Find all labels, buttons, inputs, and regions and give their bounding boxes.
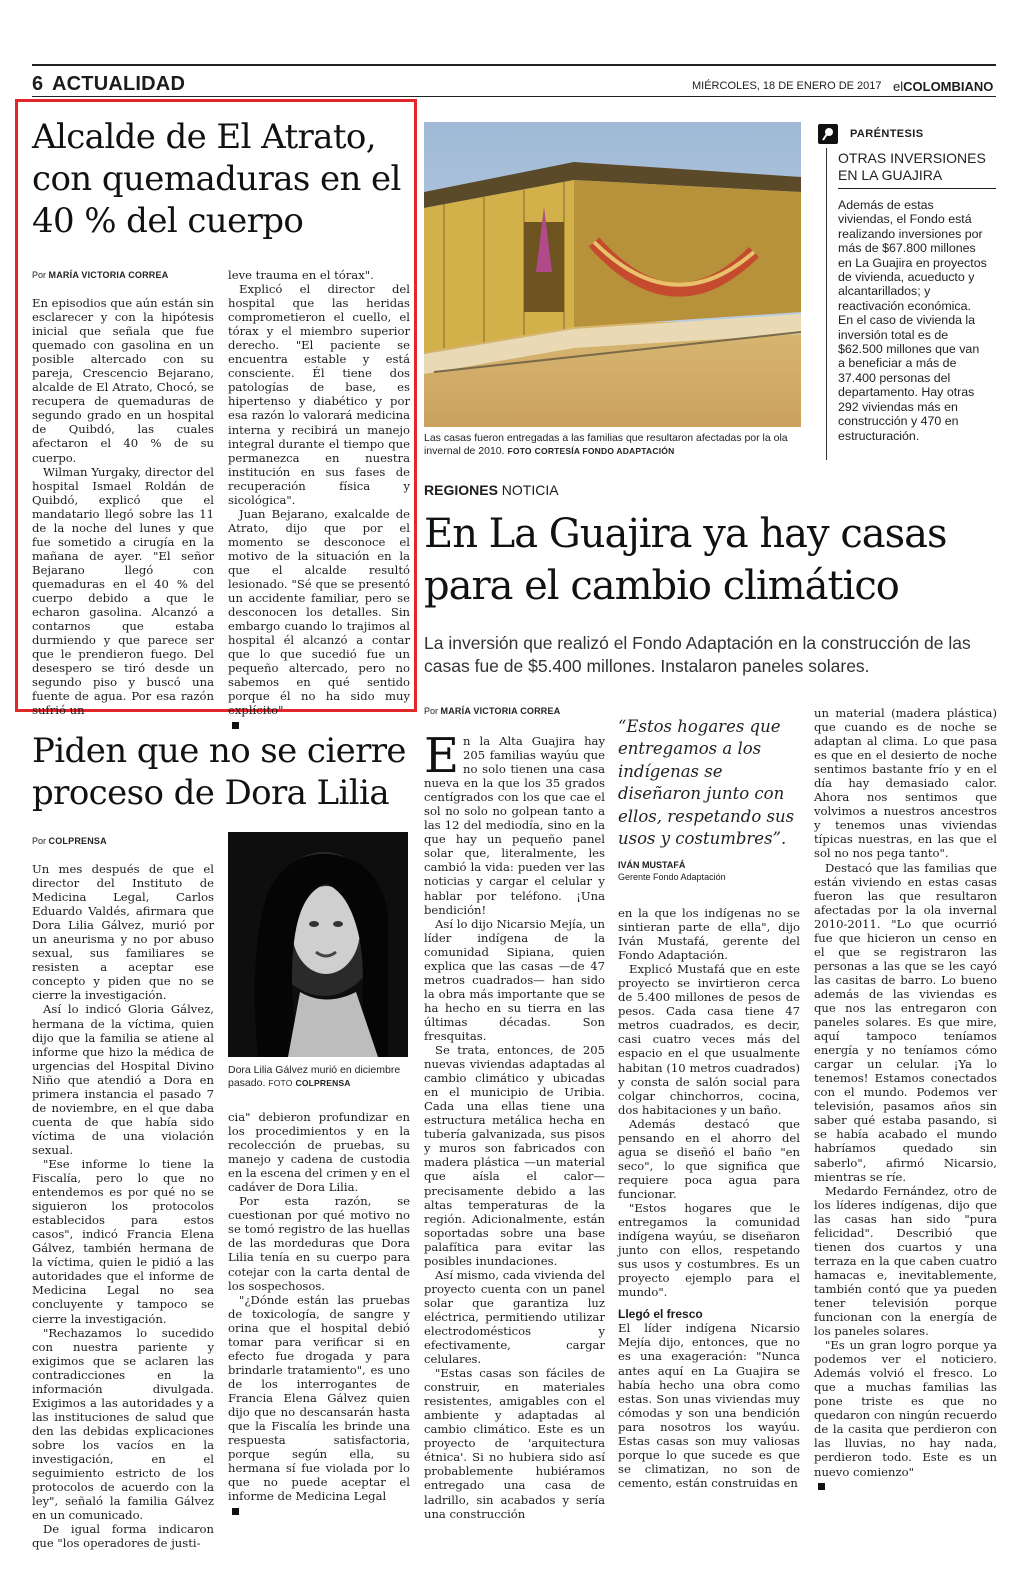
- byline-author: MARÍA VICTORIA CORREA: [440, 706, 561, 716]
- guajira-column-2: [618, 906, 800, 1490]
- dora-byline: [32, 836, 107, 846]
- byline-author: COLPRENSA: [48, 836, 107, 846]
- paragraph: leve trauma en el tórax".: [228, 268, 374, 282]
- paragraph: "Rechazamos lo sucedido con nuestra pariente y exigimos que se aclaren las contradicciones en la información divulgada. Exigimos a las autoridades y a las instituciones de salud que den las debidas explicaciones sobre los vacíos en la investigación, en el seguimiento estricto de los protocolos de acuerdo con la ley", señaló la familia Gálvez en un comunicado.: [32, 1325, 214, 1523]
- alcalde-byline: [32, 270, 168, 280]
- paragraph: "Estas casas son fáciles de construir, en materiales resistentes, amigables con el ambiente y adaptadas al cambio climático. Este es un proyecto de 'arquitectura étnica'. Si no hubiera sido así probablemente hubiéramos entregado una casa de ladrillo, sin acabados y sería una construcción: [424, 1366, 605, 1521]
- paragraph: "Estos hogares que le entregamos la comunidad indígena wayúu, se diseñaron junto con ellos, respetando sus usos y costumbres. Es un proyecto ejemplo para el mundo".: [618, 1200, 800, 1300]
- alcalde-column-1: [32, 296, 214, 717]
- casas-photo-caption: [424, 432, 801, 458]
- dora-column-1: [32, 862, 214, 1550]
- guajira-column-1: [424, 728, 605, 1521]
- byline-prefix: Por: [32, 270, 47, 280]
- paragraph: Además destacó que pensando en el ahorro del agua se diseñó el baño "en seco", lo que significa que requiere poca agua para funcionar.: [618, 1116, 800, 1201]
- newspaper-name-prefix: el: [893, 79, 904, 94]
- kicker-type: NOTICIA: [501, 482, 559, 498]
- paragraph: Explicó el director del hospital que las heridas comprometieron el cuello, el tórax y el miembro superior derecho. "El paciente se encuentra estable y está consciente. Él tiene dos patologías de base, es hipertenso y diabético y por esa razón lo valorará medicina interna y recibirá un manejo integral durante el tiempo que permanezca en nuestra institución en sus fases de recuperación física y sicológica".: [228, 282, 410, 507]
- paragraph: un material (madera plástica) que cuando es de noche se adaptan al clima. Lo que pasa es que en el desierto de noche sentimos bastante frío y en el día hay demasiado calor. Ahora nos sentimos que volvimos a nuestros ancestros y tenemos unas viviendas típicas nuestras, en las que el sol no nos pega tanto".: [814, 706, 997, 861]
- paragraph: "Es un gran logro porque ya podemos ver el noticiero. Además volvió el fresco. Lo que a muchas familias las pone triste es que no quedaron con ningún recuerdo de la casita que perdieron con las lluvias, no hay nada, perdieron todo. Este es un nuevo comienzo": [814, 1338, 997, 1479]
- alcalde-headline: Alcalde de El Atrato, con quemaduras en el 40 % del cuerpo: [32, 117, 401, 241]
- newspaper-name-main: COLOMBIANO: [903, 79, 994, 94]
- paragraph: Así lo dijo Nicarsio Mejía, un líder indígena de la comunidad Sipiana, quien explica que las casas —de 47 metros cuadrados— han sido la obra más importante que se ha hecho en su tierra en las últimas décadas. Son fresquitas.: [424, 916, 605, 1043]
- casas-photo: [424, 122, 801, 427]
- paragraph: cia" debieron profundizar en los procedimientos y en la recolección de pruebas, su manejo y cadena de custodia en la escena del crimen y en el cadáver de Dora Lilia.: [228, 1110, 410, 1195]
- pullquote: [618, 716, 800, 882]
- caption-text: Las casas fueron entregadas a las familias que resultaron afectadas por la ola invernal de 2010.: [424, 432, 788, 457]
- parentesis-title: OTRAS INVERSIONES EN LA GUAJIRA: [838, 150, 986, 183]
- alcalde-column-2: [228, 268, 410, 732]
- guajira-column-3: [814, 706, 997, 1493]
- caption-credit-label: FOTO: [507, 446, 532, 456]
- page-number: 6: [32, 73, 44, 95]
- paragraph: Wilman Yurgaky, director del hospital Ismael Roldán de Quibdó, explicó que el mandatario llegó sobre las 11 de la noche del lunes y que fue sometido a cirugía en la mañana de ayer. "El señor Bejarano llegó con quemaduras en el 40 % del cuerpo debido a que le echaron gasolina. Alcanzó a contarnos que estaba durmiendo y que parece ser que le prendieron fuego. Del desespero se tiró desde un segundo piso y buscó una fuente de agua. Por esa razón sufrió un: [32, 464, 214, 718]
- caption-text: Dora Lilia Gálvez murió en diciembre pasado.: [228, 1064, 401, 1089]
- portrait-image: [228, 832, 408, 1057]
- dora-column-2: [228, 1110, 410, 1517]
- byline-prefix: Por: [424, 706, 439, 716]
- dora-photo: [228, 832, 408, 1057]
- house-image: [424, 122, 801, 427]
- paragraph: en la que los indígenas no se sintieran parte de ella", dijo Iván Mustafá, gerente del Fondo Adaptación.: [618, 906, 800, 963]
- paragraph: Por esta razón, se cuestionan por qué motivo no se tomó registro de las huellas de las mordeduras que Dora Lilia tenía en su cuerpo para cotejar con la carta dental de los sospechosos.: [228, 1194, 410, 1293]
- subhead: Llegó el fresco: [618, 1307, 703, 1322]
- paragraph: Destacó que las familias que están viviendo en estas casas fueron las que resultaron afectadas por la ola invernal 2010-2011. "Lo que ocurrió fue que hicieron un censo en el que se registraron las personas a las que se les cayó las casitas de barro. Lo bueno además de las viviendas es que nos las entregaron con paneles solares. Es que mire, aquí tampoco teníamos energía y no teníamos cómo cargar un celular. ¡Ya lo tenemos! Estamos conectados con el mundo. Podemos ver televisión, pasamos años sin saber qué estaba pasando, si se había acabado el mundo habríamos quedado sin saberlo", afirmó Nicarsio, mientras se ríe.: [814, 860, 997, 1184]
- caption-credit: CORTESÍA FONDO ADAPTACIÓN: [534, 446, 675, 456]
- paragraph-text: n la Alta Guajira hay 205 familias wayúu que no solo tienen una casa nueva en la que los 35 grados centígrados con los que cae el sol no solo no golpean tanto a las 12 del mediodía, sino en la que hay un pequeño panel solar que, literalmente, les cambió la vida: pueden ver las noticias y cargar el celular y hablar por teléfono. ¡Una bendición!: [424, 734, 605, 917]
- guajira-headline: En La Guajira ya hay casas para el cambio climático: [424, 511, 947, 609]
- drop-cap: E: [424, 728, 460, 784]
- byline-prefix: Por: [32, 836, 47, 846]
- pullquote-text: “Estos hogares que entregamos a los indígenas se diseñaron junto con ellos, respetando sus usos y costumbres”.: [618, 717, 795, 849]
- paragraph: De igual forma indicaron que "los operadores de justi-: [32, 1522, 214, 1551]
- paragraph: "¿Dónde están las pruebas de toxicología, de sangre y orina que el hospital debió tomar para verificar si en efecto fue drogada y para brindarle tratamiento", es uno de los interrogantes de Francia Elena Gálvez quien dijo que no descansarán hasta que la Fiscalía les brinde una respuesta satisfactoria, porque según ella, su hermana sí fue violada por lo que no puede aceptar el informe de Medicina Legal: [228, 1292, 410, 1504]
- paragraph: Medardo Fernández, otro de los líderes indígenas, dijo que las casas han sido "pura felicidad". Describió que tienen dos cuartos y una terraza en la que caben cuatro hamacas e, inevitablemente, también contó que ya pueden tener televisión porque funcionan con la energía de los paneles solares.: [814, 1183, 997, 1339]
- parentesis-icon: [818, 124, 838, 144]
- dora-photo-caption: [228, 1064, 410, 1090]
- issue-date: MIÉRCOLES, 18 DE ENERO DE 2017: [692, 80, 882, 92]
- section-label: ACTUALIDAD: [52, 73, 186, 95]
- newspaper-name: [893, 79, 993, 94]
- pin-icon: [818, 124, 838, 144]
- caption-credit: COLPRENSA: [295, 1078, 351, 1088]
- kicker-section: REGIONES: [424, 482, 498, 498]
- end-of-article-mark: [232, 722, 239, 729]
- guajira-byline: [424, 706, 560, 716]
- byline-author: MARÍA VICTORIA CORREA: [48, 270, 169, 280]
- parentesis-body: Además de estas viviendas, el Fondo está realizando inversiones por más de $67.800 millones en La Guajira en proyectos de vivienda, acueducto y alcantarillados; y reactivación económica. En el caso de vivienda la inversión total es de $62.500 millones que van a beneficiar a más de 37.400 personas del departamento. Hay otras 292 viviendas más en construcción y 470 en estructuración.: [838, 198, 987, 443]
- paragraph: Así lo indicó Gloria Gálvez, hermana de la víctima, quien dijo que la familia se atiene al informe que hizo la médica de urgencias del Hospital Divino Niño que atendió a Dora en primera instancia el pasado 7 de noviembre, en el que daba cuenta de que había sido víctima de una violación sexual.: [32, 1002, 214, 1157]
- paragraph: Juan Bejarano, exalcalde de Atrato, dijo que por el momento se desconoce el motivo de la situación en la que el alcalde resultó lesionado. "Sé que se presentó un accidente familiar, pero se desconocen los detalles. Sin embargo cuando lo trajimos al hospital él alcanzó a contar que lo que sucedió fue un pequeño altercado, pero no sabemos en qué sentido porque él no ha sido muy explícito": [228, 506, 410, 718]
- paragraph: En episodios que aún están sin esclarecer y con la hipótesis inicial que señala que fue quemado con gasolina en un posible altercado con su pareja, Crescencio Bejarano, alcalde de El Atrato, Chocó, se recupera de quemaduras de segundo grado en un hospital de Quibdó, las cuales afectaron el 40 % de su cuerpo.: [32, 296, 214, 465]
- parentesis-label: PARÉNTESIS: [850, 128, 924, 140]
- paragraph: Explicó Mustafá que en este proyecto se invirtieron cerca de 5.400 millones de pesos de pesos. Cada casa tiene 47 metros cuadrados, es decir, casi cuatro veces más del espacio en el que usualmente habitan (10 metros cuadrados) y consta de salón social para colgar chinchorros, cocina, dos habitaciones y un baño.: [618, 962, 800, 1117]
- paragraph: [424, 728, 605, 917]
- caption-credit-label: FOTO: [268, 1078, 293, 1088]
- paragraph: Así mismo, cada vivienda del proyecto cuenta con un panel solar que garantiza luz eléctrica, permitiendo utilizar electrodomésticos y efectivamente, cargar celulares.: [424, 1267, 605, 1367]
- paragraph: "Ese informe lo tiene la Fiscalía, pero lo que no entendemos es por qué no se siguieron los protocolos establecidos para estos casos", indicó Francia Elena Gálvez, también hermana de la víctima, quien le pidió a las autoridades que el informe de Medicina Legal no sea concluyente y tampoco se cierre la investigación.: [32, 1156, 214, 1326]
- end-of-article-mark: [818, 1483, 825, 1490]
- paragraph: El líder indígena Nicarsio Mejía dijo, entonces, que no es una exageración: "Nunca antes aquí en La Guajira se había hecho una obra como estas. Son unas viviendas muy cómodas y son una bendición para nosotros los wayúu. Estas casas son muy valiosas porque lo que sucede es que se climatizan, no son de cemento, están construidas en: [618, 1321, 800, 1490]
- paragraph: Se trata, entonces, de 205 nuevas viviendas adaptadas al cambio climático y ubicadas en el municipio de Uribia. Cada una ellas tiene una estructura metálica hecha en tubería galvanizada, sus pisos y muros son fabricados con madera plástica —un material que aísla el calor— precisamente debido a las altas temperaturas de la región. Adicionalmente, están soportadas sobre una base palafítica para evitar las posibles inundaciones.: [424, 1043, 605, 1268]
- guajira-deck: La inversión que realizó el Fondo Adaptación en la construcción de las casas fue de $5.400 millones. Instalaron paneles solares.: [424, 633, 971, 676]
- pullquote-role: Gerente Fondo Adaptación: [618, 872, 726, 883]
- paragraph: Un mes después de que el director del Instituto de Medicina Legal, Carlos Eduardo Valdés, afirmara que Dora Lilia Gálvez, murió por un aneurisma y no por abuso sexual, sus familiares se resisten a aceptar ese concepto y piden que no se cierre la investigación.: [32, 862, 214, 1003]
- end-of-article-mark: [232, 1508, 239, 1515]
- pullquote-name: IVÁN MUSTAFÁ: [618, 860, 686, 871]
- guajira-kicker: [424, 482, 559, 498]
- dora-headline: Piden que no se cierre proceso de Dora Lilia: [32, 731, 406, 813]
